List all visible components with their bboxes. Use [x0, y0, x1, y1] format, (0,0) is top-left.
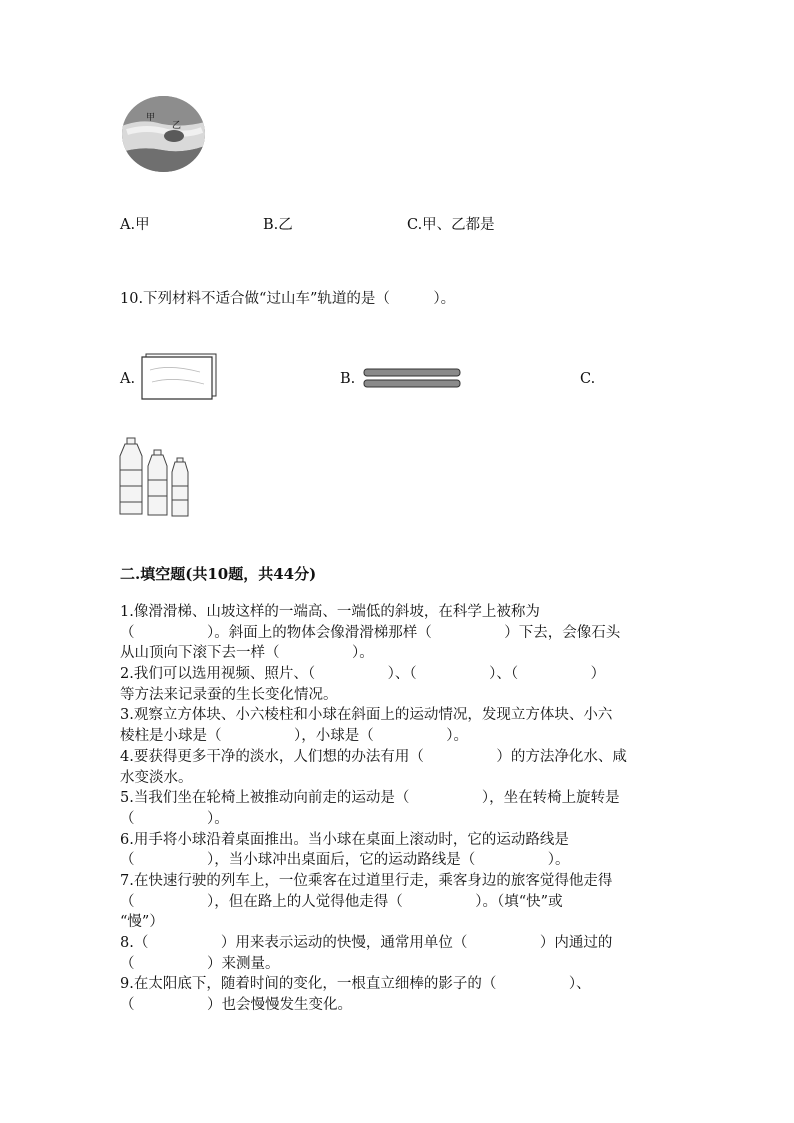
question-line: （ ）也会慢慢发生变化。	[120, 997, 352, 1014]
metal-rails-image	[360, 366, 464, 392]
question-line: 2.我们可以选用视频、照片、（ ）、（ ）、（ ）	[120, 666, 606, 683]
option-b-text: B.乙	[263, 217, 293, 233]
question-line: 从山顶向下滚下去一样（ ）。	[120, 645, 374, 662]
question-line: 水变淡水。	[120, 769, 193, 786]
q10-option-a-label: A.	[120, 371, 136, 387]
question-line: （ ）。	[120, 810, 229, 827]
question-line: （ ）。斜面上的物体会像滑滑梯那样（ ）下去，会像石头	[120, 624, 621, 641]
question-line: 4.要获得更多干净的淡水，人们想的办法有用（ ）的方法净化水、咸	[120, 748, 627, 765]
label-yi: 乙	[172, 121, 182, 131]
question-line: （ ）来测量。	[120, 955, 280, 972]
question-line: 5.当我们坐在轮椅上被推动向前走的运动是（ ），坐在转椅上旋转是	[120, 790, 620, 807]
section-2-heading: 二.填空题(共10题，共44分)	[120, 565, 317, 583]
question-line: （ ），当小球冲出桌面后，它的运动路线是（ ）。	[120, 852, 570, 869]
question-line: 6.用手将小球沿着桌面推出。当小球在桌面上滚动时，它的运动路线是	[120, 831, 569, 848]
question-line: “慢”）	[120, 914, 164, 931]
option-a-text: A.甲	[120, 217, 150, 233]
question-10: 10.下列材料不适合做“过山车”轨道的是（ ）。	[120, 291, 456, 307]
question-line: 等方法来记录蚕的生长变化情况。	[120, 686, 338, 703]
arm-muscle-photo	[122, 96, 205, 172]
question-line: 3.观察立方体块、小六棱柱和小球在斜面上的运动情况，发现立方体块、小六	[120, 707, 613, 724]
question-line: 1.像滑滑梯、山坡这样的一端高、一端低的斜坡，在科学上被称为	[120, 604, 540, 620]
q10-option-b-label: B.	[340, 371, 356, 387]
question-line: 棱柱是小球是（ ），小球是（ ）。	[120, 728, 468, 745]
wood-board-image	[140, 350, 220, 400]
plastic-bottles-image	[118, 436, 194, 520]
label-jia: 甲	[146, 113, 156, 123]
arm-illustration	[122, 96, 205, 172]
question-line: （ ），但在路上的人觉得他走得（ ）。（填“快”或	[120, 893, 563, 910]
fill-in-questions	[120, 602, 627, 1016]
option-c-text: C.甲、乙都是	[407, 217, 495, 233]
question-line: 9.在太阳底下，随着时间的变化，一根直立细棒的影子的（ ）、	[120, 976, 591, 993]
q10-option-c-label: C.	[580, 371, 596, 387]
question-line: 8.（ ）用来表示运动的快慢，通常用单位（ ）内通过的	[120, 935, 613, 951]
question-line: 7.在快速行驶的列车上，一位乘客在过道里行走，乘客身边的旅客觉得他走得	[120, 872, 613, 889]
